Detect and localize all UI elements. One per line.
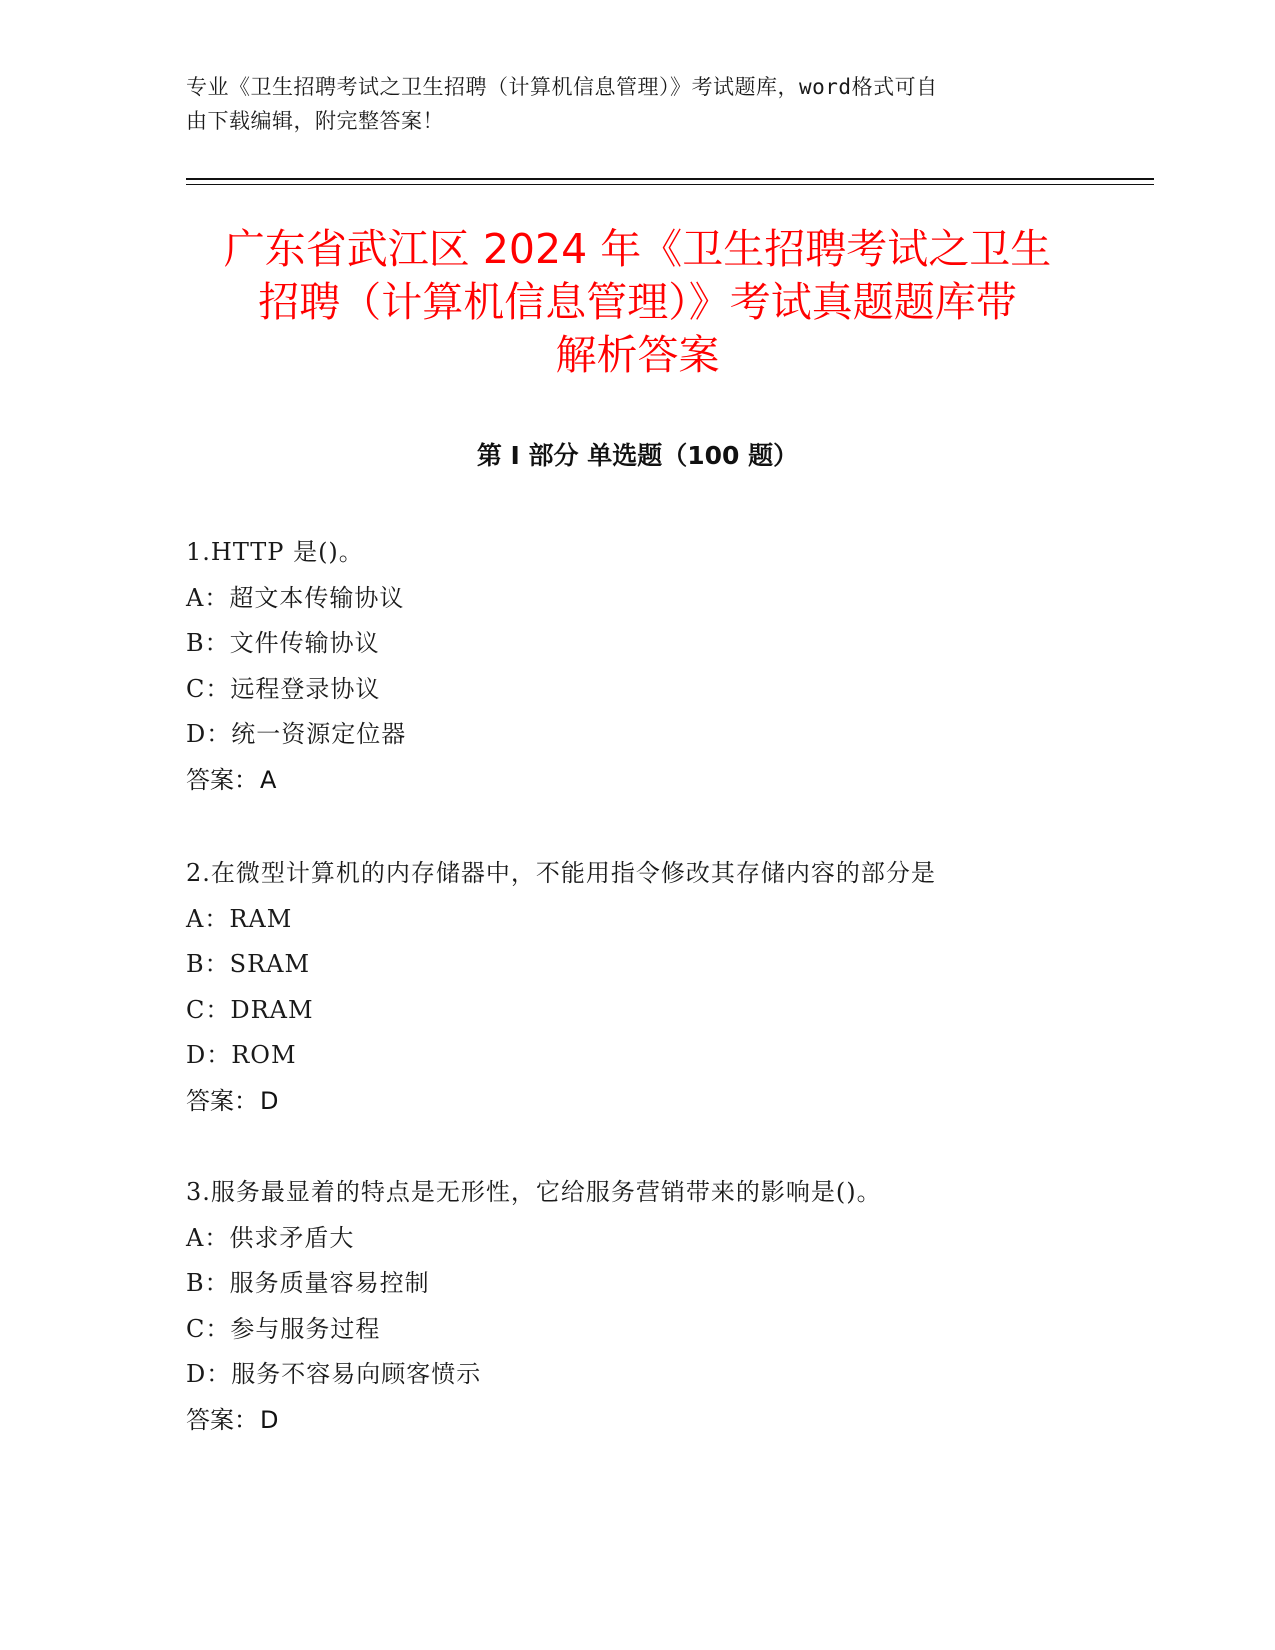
option-d: D：服务不容易向顾客愤示 xyxy=(186,1360,482,1388)
title-line-1: 广东省武江区 2024 年《卫生招聘考试之卫生 xyxy=(223,225,1052,273)
header-note-line-1: 专业《卫生招聘考试之卫生招聘（计算机信息管理）》考试题库，word格式可自 xyxy=(186,75,938,99)
option-d: D：ROM xyxy=(186,1041,297,1069)
header-divider-thin xyxy=(186,184,1154,185)
question-block xyxy=(186,851,1186,1124)
question-block xyxy=(186,1170,1186,1443)
answer-line xyxy=(186,758,1186,804)
answer-value: D xyxy=(260,1405,279,1434)
answer-label: 答案： xyxy=(186,765,258,794)
title-line-2: 招聘（计算机信息管理）》考试真题题库带 xyxy=(258,278,1017,326)
answer-value: D xyxy=(260,1086,279,1115)
answer-label: 答案： xyxy=(186,1405,258,1434)
option-b: B：服务质量容易控制 xyxy=(186,1269,430,1297)
option-b: B：文件传输协议 xyxy=(186,629,380,657)
answer-value: A xyxy=(260,765,277,794)
answer-line xyxy=(186,1079,1186,1125)
option-a: A：供求矛盾大 xyxy=(186,1223,355,1252)
option-c: C：远程登录协议 xyxy=(186,674,381,703)
option-a: A：超文本传输协议 xyxy=(186,583,405,612)
question-block xyxy=(186,530,1186,803)
option-c: C：参与服务过程 xyxy=(186,1314,381,1343)
section-heading: 第 I 部分 单选题（100 题） xyxy=(476,441,799,470)
answer-line xyxy=(186,1398,1186,1444)
question-stem: 3.服务最显着的特点是无形性，它给服务营销带来的影响是()。 xyxy=(186,1178,882,1206)
header-note xyxy=(186,70,1066,138)
option-d: D：统一资源定位器 xyxy=(186,720,407,748)
option-c: C：DRAM xyxy=(186,995,314,1024)
header-divider-thick xyxy=(186,178,1154,180)
header-note-line-2: 由下载编辑，附完整答案！ xyxy=(186,109,444,133)
option-a: A：RAM xyxy=(186,904,293,933)
answer-label: 答案： xyxy=(186,1086,258,1115)
question-stem: 1.HTTP 是()。 xyxy=(186,538,364,566)
option-b: B：SRAM xyxy=(186,950,311,978)
title-line-3: 解析答案 xyxy=(555,331,720,379)
question-stem: 2.在微型计算机的内存储器中，不能用指令修改其存储内容的部分是 xyxy=(186,859,936,887)
document-title xyxy=(150,223,1125,382)
